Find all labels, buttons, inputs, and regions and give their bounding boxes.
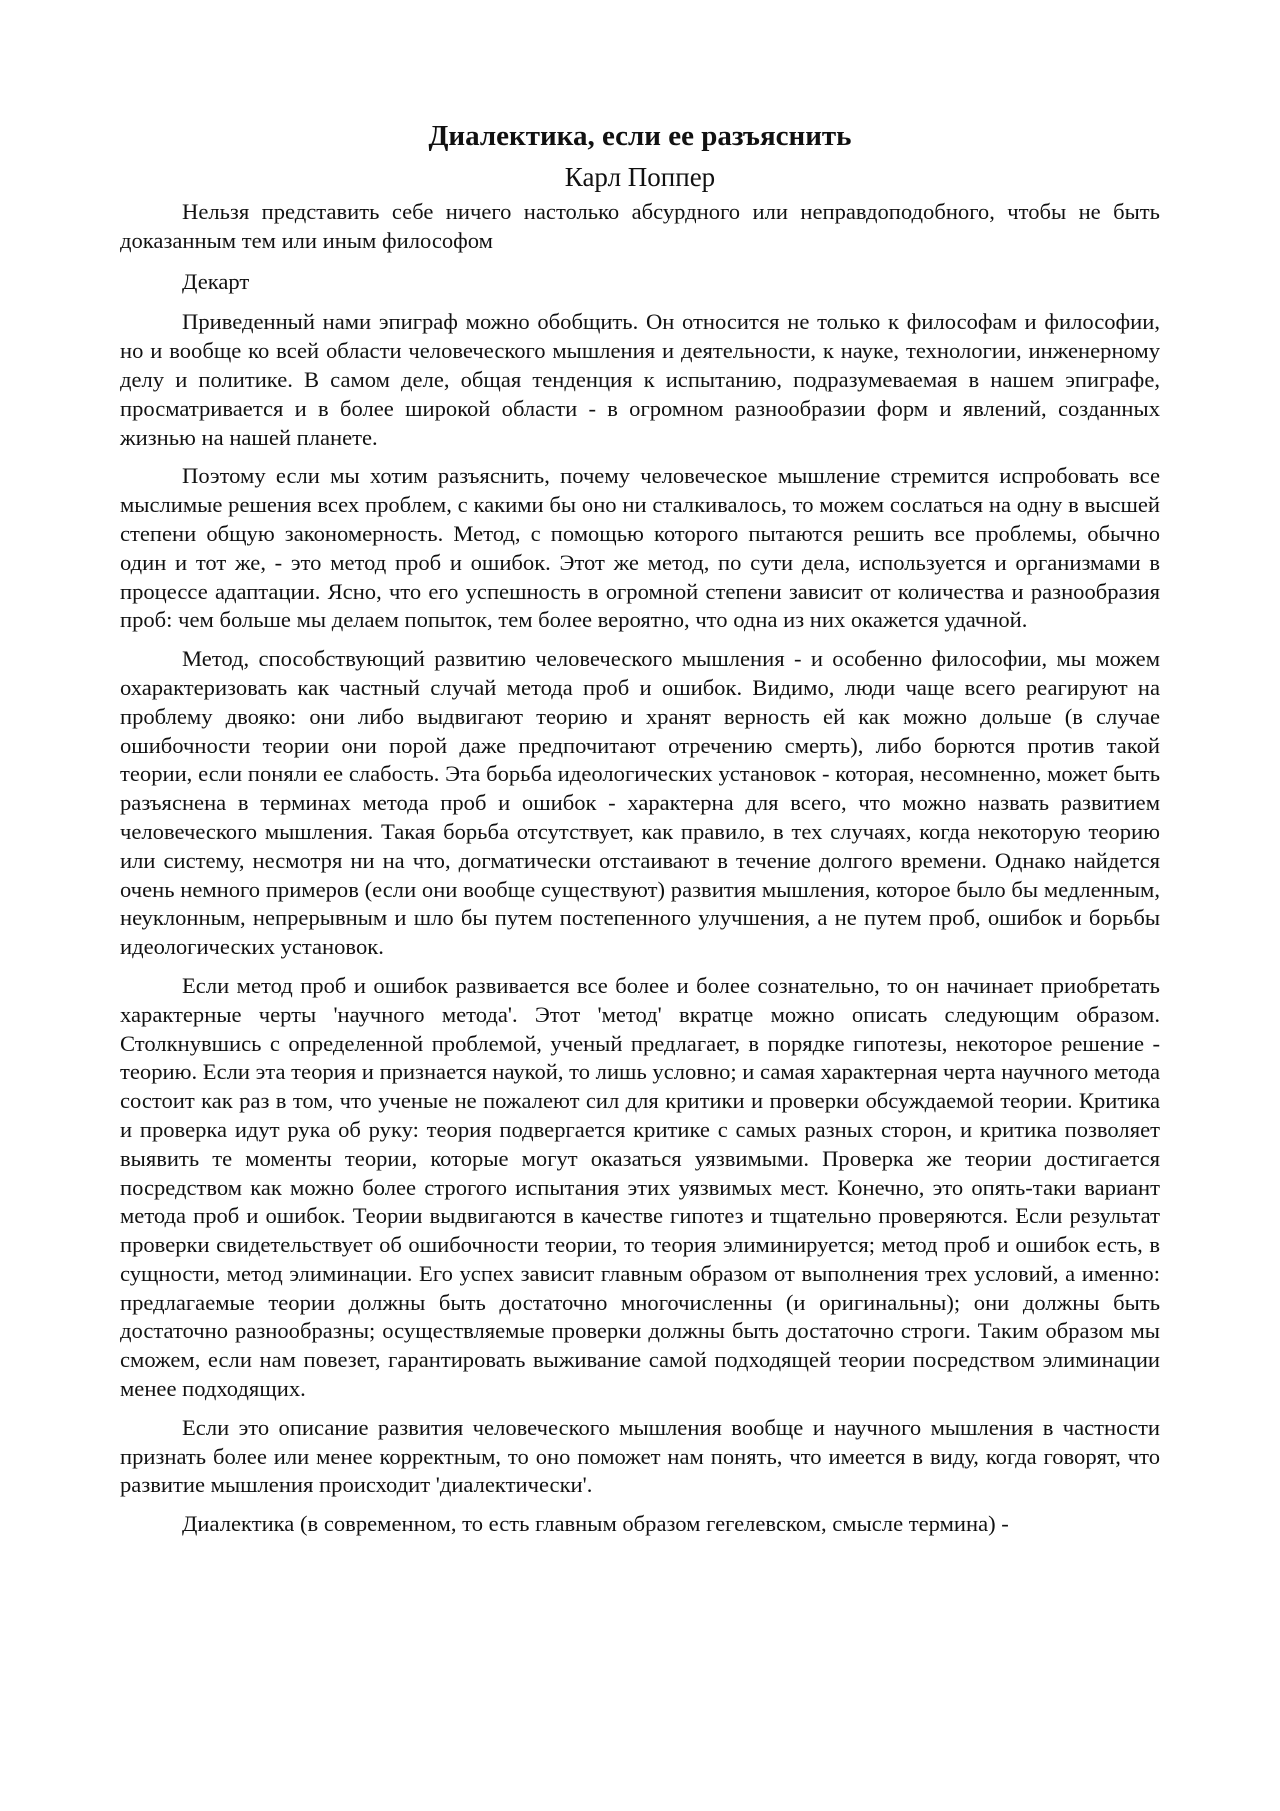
paragraph-4: Если метод проб и ошибок развивается все более и более сознательно, то он начинает приобретать характерные черты 'научного метода'. Этот 'метод' вкратце можно описать следующим образом. Столкнувшись с определенной проблемой, ученый предлагает, в порядке гипотезы, некоторое решение - теорию. Если эта теория и признается наукой, то лишь условно; и самая характерная черта научного метода состоит как раз в том, что ученые не пожалеют сил для критики и проверки обсуждаемой теории. Критика и проверка идут рука об руку: теория подвергается критике с самых разных сторон, и критика позволяет выявить те моменты теории, которые могут оказаться уязвимыми. Проверка же теории достигается посредством как можно более строгого испытания этих уязвимых мест. Конечно, это опять-таки вариант метода проб и ошибок. Теории выдвигаются в качестве гипотез и тщательно проверяются. Если результат проверки свидетельствует об ошибочности теории, то теория элиминируется; метод проб и ошибок есть, в сущности, метод элиминации. Его успех зависит главным образом от выполнения трех условий, а именно: предлагаемые теории должны быть достаточно многочисленны (и оригинальны); они должны быть достаточно разнообразны; осуществляемые проверки должны быть достаточно строги. Таким образом мы сможем, если нам повезет, гарантировать выживание самой подходящей теории посредством элиминации менее подходящих. — [120, 972, 1160, 1402]
paragraph-2: Поэтому если мы хотим разъяснить, почему человеческое мышление стремится испробовать все мыслимые решения всех проблем, с какими бы оно ни сталкивалось, то можем сослаться на одну в высшей степени общую закономерность. Метод, с помощью которого пытаются решить все проблемы, обычно один и тот же, - это метод проб и ошибок. Этот же метод, по сути дела, используется и организмами в процессе адаптации. Ясно, что его успешность в огромной степени зависит от количества и разнообразия проб: чем больше мы делаем попыток, тем более вероятно, что одна из них окажется удачной. — [120, 463, 1160, 633]
document-author: Карл Поппер — [564, 162, 716, 192]
epigraph-source: Декарт — [182, 268, 250, 294]
paragraph-5: Если это описание развития человеческого мышления вообще и научного мышления в частности признать более или менее корректным, то оно поможет нам понять, что имеется в виду, когда говорят, что развитие мышления происходит 'диалектически'. — [120, 1414, 1160, 1498]
paragraph-6: Диалектика (в современном, то есть главным образом гегелевском, смысле термина) - — [182, 1511, 1009, 1537]
paragraph-3: Метод, способствующий развитию человеческого мышления - и особенно философии, мы можем охарактеризовать как частный случай метода проб и ошибок. Видимо, люди чаще всего реагируют на проблему двояко: они либо выдвигают теорию и хранят верность ей как можно дольше (в случае ошибочности теории они порой даже предпочитают отречению смерть), либо борются против такой теории, если поняли ее слабость. Эта борьба идеологических установок - которая, несомненно, может быть разъяснена в терминах метода проб и ошибок - характерна для всего, что можно назвать развитием человеческого мышления. Такая борьба отсутствует, как правило, в тех случаях, когда некоторую теорию или систему, несмотря ни на что, догматически отстаивают в течение долгого времени. Однако найдется очень немного примеров (если они вообще существуют) развития мышления, которое было бы медленным, неуклонным, непрерывным и шло бы путем постепенного улучшения, а не путем проб, ошибок и борьбы идеологических установок. — [120, 646, 1160, 960]
document-page — [120, 118, 1160, 1549]
document-title: Диалектика, если ее разъяснить — [428, 120, 852, 152]
epigraph: Нельзя представить себе ничего настолько абсурдного или неправдоподобного, чтобы не быть доказанным тем или иным философом — [120, 199, 1160, 253]
paragraph-1: Приведенный нами эпиграф можно обобщить. Он относится не только к философам и философии, но и вообще ко всей области человеческого мышления и деятельности, к науке, технологии, инженерному делу и политике. В самом деле, общая тенденция к испытанию, подразумеваемая в нашем эпиграфе, просматривается и в более широкой области - в огромном разнообразии форм и явлений, созданных жизнью на нашей планете. — [120, 309, 1160, 450]
